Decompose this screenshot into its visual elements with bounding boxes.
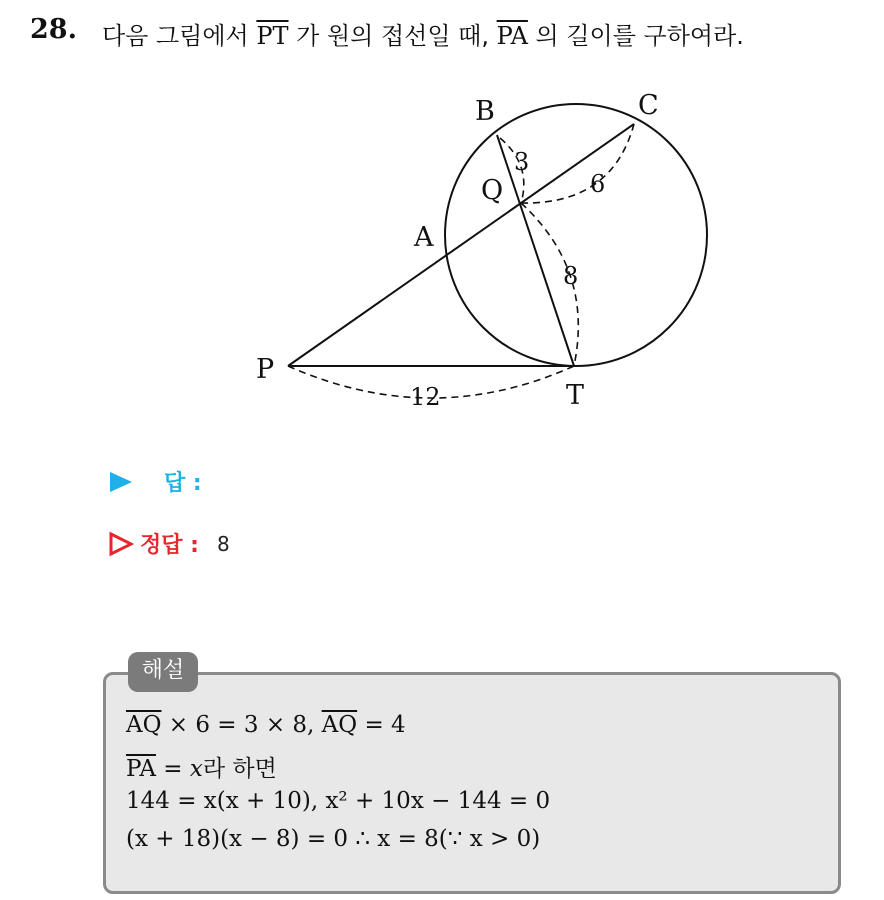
length-qt: 8 <box>563 262 579 290</box>
solution-line-4: (x + 18)(x − 8) = 0 ∴ x = 8(∵ x > 0) <box>126 826 541 852</box>
solution-line-2-seg: $\overline{PA}$ <box>126 756 156 782</box>
solution-box <box>103 672 841 894</box>
question-text-before: 다음 그림에서 <box>102 22 249 50</box>
point-c-label: C <box>638 90 659 121</box>
answer-row <box>108 466 220 497</box>
question-text-middle: 가 원의 접선일 때, <box>296 22 489 50</box>
point-b-label: B <box>475 96 495 127</box>
play-filled-icon <box>108 470 134 494</box>
correct-answer-row <box>108 528 230 559</box>
geometry-figure <box>0 0 884 440</box>
solution-line-3: 144 = x(x + 10), x² + 10x − 144 = 0 <box>126 788 551 814</box>
solution-line-2-ko: 라 하면 <box>202 756 277 782</box>
secant-pc <box>288 124 634 366</box>
solution-line-1-mid: × 6 = 3 × 8, <box>161 712 322 738</box>
solution-line-1 <box>126 712 406 738</box>
point-q-label: Q <box>481 175 504 206</box>
point-t-label: T <box>566 380 585 411</box>
solution-line-1-seg1: $\overline{AQ}$ <box>126 712 162 738</box>
point-a-label: A <box>414 222 434 253</box>
play-outline-icon <box>108 531 134 557</box>
solution-line-2 <box>126 750 277 783</box>
solution-tag: 해설 <box>128 652 198 692</box>
correct-answer-label: 정답 : <box>140 533 199 558</box>
solution-line-1-end: = 4 <box>357 712 406 738</box>
solution-line-2-var: x <box>189 756 203 782</box>
length-pt: 12 <box>410 383 441 411</box>
chord-bt <box>497 135 574 366</box>
question-number: 28. <box>30 14 77 45</box>
circle <box>445 104 707 366</box>
correct-answer-value: 8 <box>216 531 230 556</box>
solution-line-2-eq: = <box>155 756 190 782</box>
solution-line-1-seg2: $\overline{AQ}$ <box>321 712 358 738</box>
length-bq: 3 <box>514 148 530 176</box>
answer-label: 답 : <box>164 471 202 496</box>
segment-pa: $\overline{PA}$ <box>496 22 528 50</box>
point-p-label: P <box>256 354 275 385</box>
segment-pt: $\overline{PT}$ <box>256 22 289 50</box>
length-qc: 6 <box>590 170 606 198</box>
question-text-after: 의 길이를 구하여라. <box>535 22 744 50</box>
